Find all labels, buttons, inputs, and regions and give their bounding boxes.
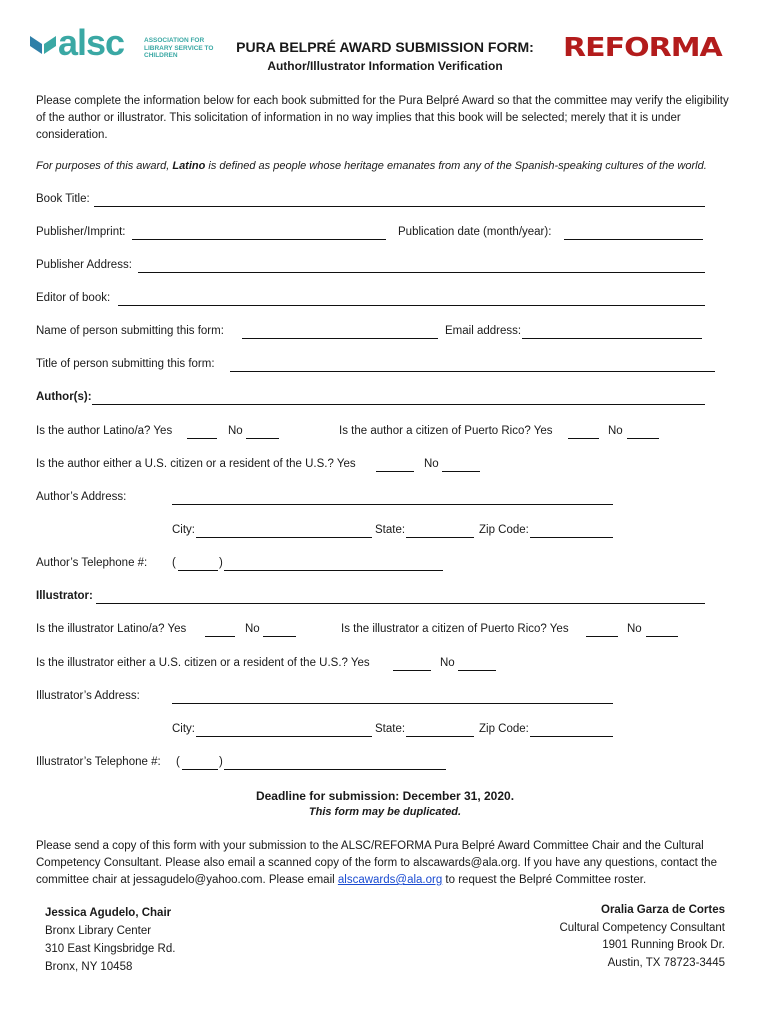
book-title-label: Book Title: <box>36 193 90 205</box>
duplicated-note: This form may be duplicated. <box>308 806 462 818</box>
form-title: PURA BELPRÉ AWARD SUBMISSION FORM: <box>236 39 534 55</box>
closing-paragraph: Please send a copy of this form with your submission to the ALSC/REFORMA Pura Belpré Award Committee Chair and the Cultural Competency Consultant. Please also email a scanned copy of the form to alscawards@ala.org. If you have any questions, contact the committee chair at jessagudelo@yahoo.com. Please email alscawards@ala.org to request the Belpré Committee roster. <box>36 840 717 886</box>
consultant-name: Oralia Garza de Cortes <box>601 904 725 916</box>
illustrator-pr-no-field[interactable] <box>646 636 678 637</box>
form-subtitle: Author/Illustrator Information Verification <box>267 59 503 73</box>
illustrator-pr-no-label: No <box>627 623 642 635</box>
consultant-address-line3: Austin, TX 78723-3445 <box>607 956 725 969</box>
consultant-address-line1: Cultural Competency Consultant <box>559 921 725 934</box>
editor-field[interactable] <box>118 305 705 306</box>
author-state-field[interactable] <box>406 537 474 538</box>
author-phone-label: Author’s Telephone #: <box>36 557 148 569</box>
chair-address-line2: 310 East Kingsbridge Rd. <box>45 943 176 955</box>
publisher-label: Publisher/Imprint: <box>36 226 126 238</box>
illustrator-pr-question: Is the illustrator a citizen of Puerto Rico? Yes <box>341 623 569 635</box>
author-name-field[interactable] <box>92 404 705 405</box>
author-latino-no-field[interactable] <box>246 438 279 439</box>
book-title-field[interactable] <box>94 206 705 207</box>
author-us-yes-field[interactable] <box>376 471 414 472</box>
author-us-no-label: No <box>424 458 439 470</box>
author-us-no-field[interactable] <box>442 471 480 472</box>
author-state-label: State: <box>375 524 406 536</box>
illustrator-us-no-label: No <box>440 657 455 669</box>
alsc-logo-subtitle: ASSOCIATION FOR LIBRARY SERVICE TO CHILDREN <box>144 37 214 59</box>
illustrator-us-question: Is the illustrator either a U.S. citizen or a resident of the U.S.? Yes <box>36 657 370 669</box>
author-latino-no-label: No <box>228 425 243 437</box>
illustrator-state-field[interactable] <box>406 736 474 737</box>
latino-definition: For purposes of this award, Latino is defined as people whose heritage emanates from any of the Spanish-speaking cultures of the world. <box>36 160 707 172</box>
reforma-logo: REFORMA <box>563 33 722 63</box>
chair-address-line1: Bronx Library Center <box>45 925 152 937</box>
author-city-field[interactable] <box>196 537 372 538</box>
author-phone-close-paren: ) <box>219 557 223 569</box>
illustrator-latino-question: Is the illustrator Latino/a? Yes <box>36 623 187 635</box>
illustrator-pr-yes-field[interactable] <box>586 636 618 637</box>
submitter-name-field[interactable] <box>242 338 438 339</box>
author-latino-question: Is the author Latino/a? Yes <box>36 425 173 437</box>
submitter-title-label: Title of person submitting this form: <box>36 358 215 370</box>
author-zip-label: Zip Code: <box>479 524 529 536</box>
illustrator-latino-yes-field[interactable] <box>205 636 235 637</box>
author-phone-number-field[interactable] <box>224 570 443 571</box>
book-leaf-icon <box>28 34 58 56</box>
illustrator-latino-no-field[interactable] <box>263 636 296 637</box>
illustrator-phone-number-field[interactable] <box>224 769 446 770</box>
contact-consultant <box>559 902 725 972</box>
author-phone-area-field[interactable] <box>178 570 218 571</box>
author-pr-yes-field[interactable] <box>568 438 599 439</box>
pub-date-label: Publication date (month/year): <box>398 226 552 238</box>
deadline-text: Deadline for submission: December 31, 2020. <box>255 789 515 803</box>
illustrator-address-label: Illustrator’s Address: <box>36 690 140 702</box>
email-label: Email address: <box>445 325 522 337</box>
author-zip-field[interactable] <box>530 537 613 538</box>
author-address-label: Author’s Address: <box>36 491 127 503</box>
submitter-name-label: Name of person submitting this form: <box>36 325 224 337</box>
pub-date-field[interactable] <box>564 239 703 240</box>
illustrator-name-field[interactable] <box>96 603 705 604</box>
submitter-title-field[interactable] <box>230 371 715 372</box>
publisher-address-label: Publisher Address: <box>36 259 132 271</box>
chair-address-line3: Bronx, NY 10458 <box>45 961 133 973</box>
illustrator-phone-close-paren: ) <box>219 756 223 768</box>
author-us-question: Is the author either a U.S. citizen or a resident of the U.S.? Yes <box>36 458 356 470</box>
consultant-address-line2: 1901 Running Brook Dr. <box>602 939 725 951</box>
illustrator-us-no-field[interactable] <box>458 670 496 671</box>
illustrator-address-field[interactable] <box>172 703 613 704</box>
author-city-label: City: <box>172 524 195 536</box>
illustrator-zip-label: Zip Code: <box>479 723 529 735</box>
illustrator-phone-area-field[interactable] <box>182 769 218 770</box>
illustrator-city-field[interactable] <box>196 736 372 737</box>
illustrator-phone-label: Illustrator’s Telephone #: <box>36 756 161 768</box>
illustrator-us-yes-field[interactable] <box>393 670 431 671</box>
illustrator-city-label: City: <box>172 723 195 735</box>
email-field[interactable] <box>522 338 702 339</box>
publisher-address-field[interactable] <box>138 272 705 273</box>
illustrator-latino-no-label: No <box>245 623 260 635</box>
publisher-field[interactable] <box>132 239 386 240</box>
author-pr-question: Is the author a citizen of Puerto Rico? Yes <box>339 425 553 437</box>
author-latino-yes-field[interactable] <box>187 438 217 439</box>
alscawards-email-link[interactable]: alscawards@ala.org <box>337 874 443 886</box>
author-address-field[interactable] <box>172 504 613 505</box>
illustrator-phone-open-paren: ( <box>176 756 180 768</box>
contact-chair <box>45 904 175 976</box>
editor-label: Editor of book: <box>36 292 111 304</box>
intro-paragraph: Please complete the information below for each book submitted for the Pura Belpré Award so that the committee may verify the eligibility of the author or illustrator. This solicitation of information in no way implies that this book will be selected; merely that it is under consideration. <box>36 95 729 141</box>
illustrator-state-label: State: <box>375 723 406 735</box>
author-pr-no-label: No <box>608 425 623 437</box>
illustrator-zip-field[interactable] <box>530 736 613 737</box>
author-phone-open-paren: ( <box>172 557 176 569</box>
illustrator-heading: Illustrator: <box>36 590 93 602</box>
author-pr-no-field[interactable] <box>627 438 659 439</box>
alsc-logo-text: alsc <box>58 22 125 63</box>
author-heading: Author(s): <box>36 391 92 403</box>
chair-name: Jessica Agudelo, Chair <box>45 907 172 919</box>
